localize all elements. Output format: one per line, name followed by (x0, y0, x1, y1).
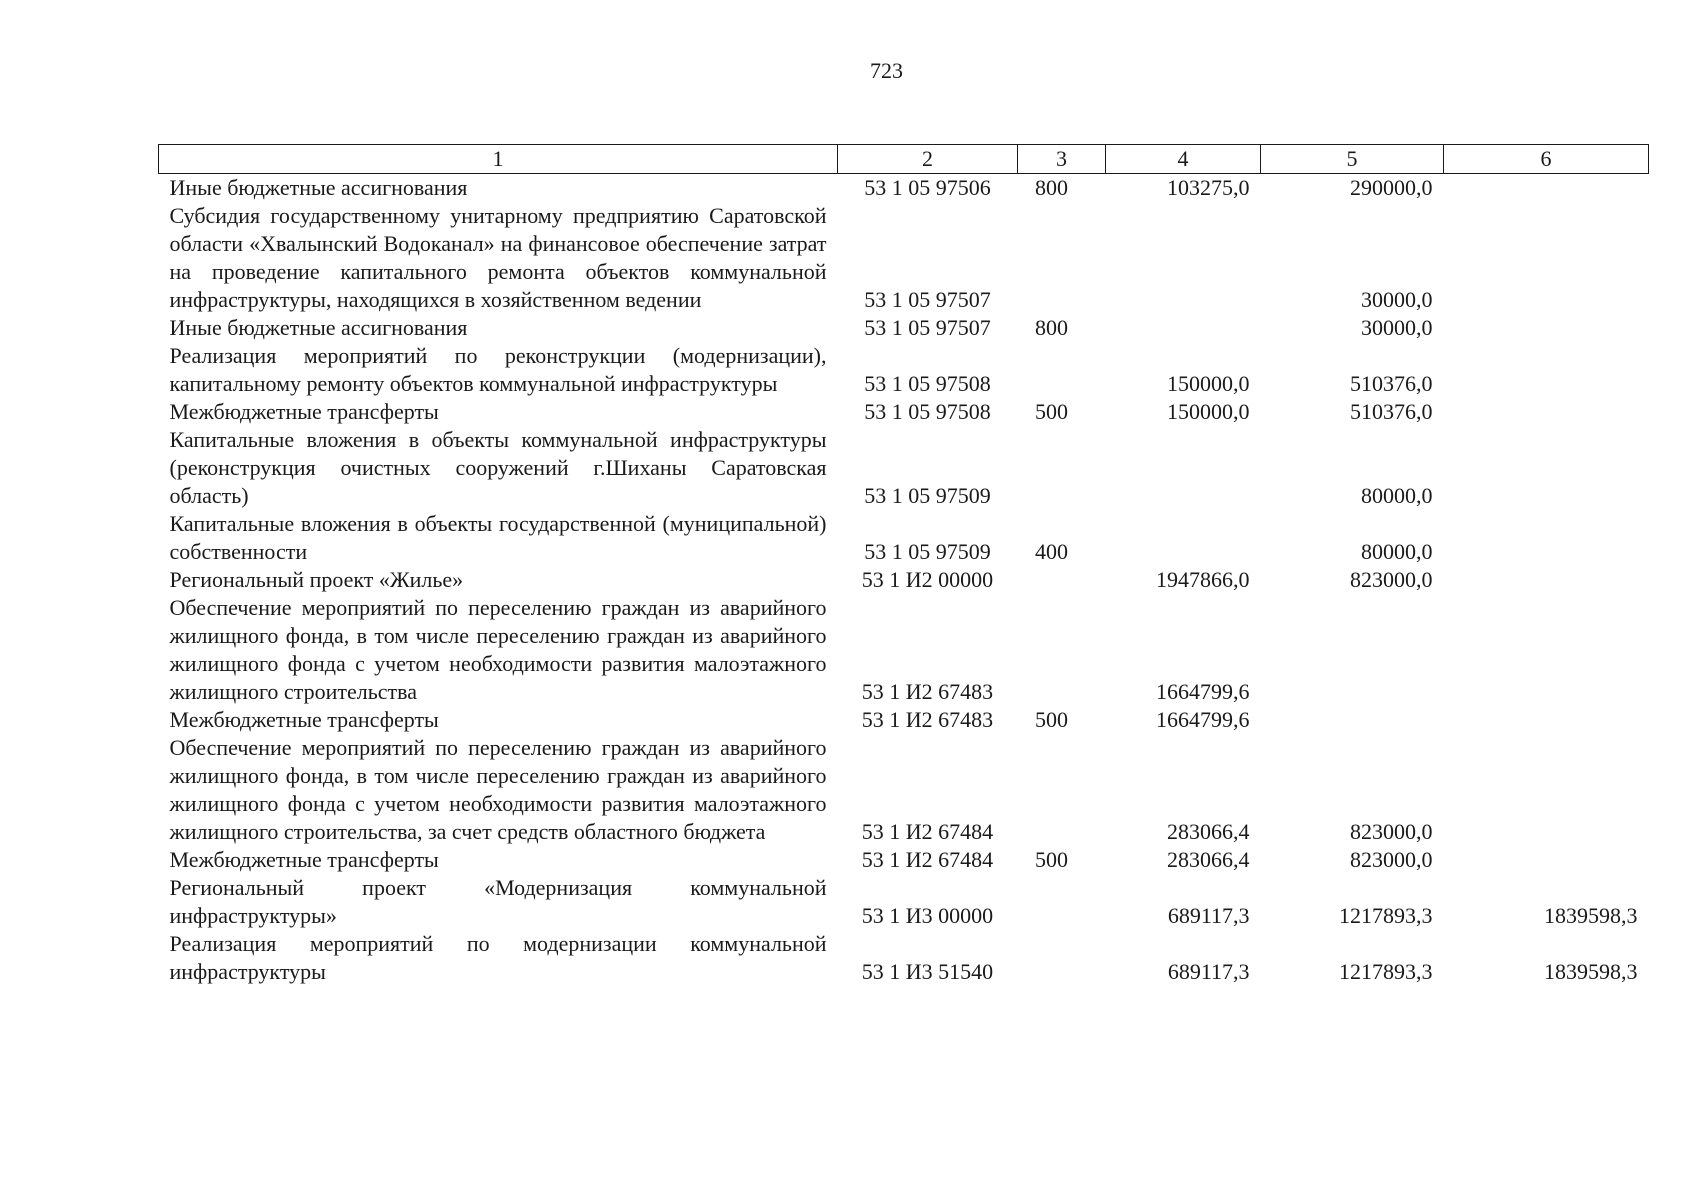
row-code-cell: 53 1 05 97509 (864, 483, 991, 508)
row-code-cell: 53 1 05 97507 (864, 287, 991, 312)
row-name-cell: Обеспечение мероприятий по переселению граждан из аварийного жилищного фонда, в том числе переселению граждан из аварийного жилищного фонда с учетом необходимости развития малоэтажного жилищного строительства (169, 595, 827, 704)
row-code-cell: 53 1 05 97508 (864, 399, 991, 424)
table-row (159, 510, 1649, 566)
row-value-col4-cell: 150000,0 (1167, 399, 1250, 424)
row-code-cell: 53 1 И2 00000 (861, 567, 994, 592)
row-value-col4-cell (1106, 314, 1261, 342)
row-value-col6-cell (1444, 202, 1649, 314)
row-value-col4-cell: 283066,4 (1167, 847, 1250, 872)
row-value-col5-cell: 823000,0 (1350, 847, 1433, 872)
row-code-cell: 53 1 И3 00000 (861, 903, 994, 928)
row-value-col6-cell (1444, 342, 1649, 398)
budget-table (158, 144, 1649, 986)
row-type-cell (1018, 342, 1106, 398)
row-value-col5-cell: 510376,0 (1350, 371, 1433, 396)
row-name-cell: Реализация мероприятий по реконструкции (модернизации), капитальному ремонту объектов коммунальной инфраструктуры (169, 343, 827, 396)
row-value-col4-cell: 283066,4 (1167, 819, 1250, 844)
table-row (159, 314, 1649, 342)
table-header (159, 145, 1649, 174)
row-type-cell: 500 (1035, 399, 1068, 424)
row-name-cell: Региональный проект «Жилье» (169, 567, 464, 592)
row-code-cell: 53 1 И3 51540 (861, 959, 994, 984)
row-value-col5-cell: 80000,0 (1361, 539, 1433, 564)
row-code-cell: 53 1 И2 67484 (861, 819, 994, 844)
table-row (159, 706, 1649, 734)
row-value-col6-cell (1444, 566, 1649, 594)
row-type-cell (1018, 930, 1106, 986)
row-name-cell: Иные бюджетные ассигнования (169, 175, 468, 200)
row-value-col5-cell: 30000,0 (1361, 315, 1433, 340)
table-row (159, 874, 1649, 930)
row-code-cell: 53 1 05 97508 (864, 371, 991, 396)
row-name-cell: Региональный проект «Модернизация коммунальной инфраструктуры» (169, 875, 827, 928)
row-value-col5-cell: 1217893,3 (1339, 959, 1433, 984)
row-name-cell: Межбюджетные трансферты (169, 399, 439, 424)
row-code-cell: 53 1 05 97507 (864, 315, 991, 340)
row-value-col5-cell: 1217893,3 (1339, 903, 1433, 928)
row-type-cell (1018, 734, 1106, 846)
row-value-col4-cell: 103275,0 (1167, 175, 1250, 200)
row-value-col5-cell (1261, 706, 1444, 734)
row-value-col4-cell: 1664799,6 (1156, 707, 1250, 732)
row-code-cell: 53 1 05 97509 (864, 539, 991, 564)
row-name-cell: Капитальные вложения в объекты коммунальной инфраструктуры (реконструкция очистных сооружений г.Шиханы Саратовская область) (169, 427, 827, 508)
column-header-6: 6 (1444, 145, 1649, 174)
row-type-cell: 500 (1035, 707, 1068, 732)
row-value-col4-cell: 1947866,0 (1156, 567, 1250, 592)
table-row (159, 174, 1649, 203)
row-name-cell: Субсидия государственному унитарному предприятию Саратовской области «Хвалынский Водоканал» на финансовое обеспечение затрат на проведение капитального ремонта объектов коммунальной инфраструктуры, находящихся в хозяйственном ведении (169, 203, 827, 312)
header-row (159, 145, 1649, 174)
column-header-4: 4 (1106, 145, 1261, 174)
row-type-cell: 800 (1035, 315, 1068, 340)
table-row (159, 202, 1649, 314)
row-code-cell: 53 1 И2 67484 (861, 847, 994, 872)
row-name-cell: Межбюджетные трансферты (169, 707, 439, 732)
row-value-col4-cell (1106, 510, 1261, 566)
row-value-col6-cell (1444, 510, 1649, 566)
row-value-col6-cell (1444, 734, 1649, 846)
row-value-col5-cell: 290000,0 (1350, 175, 1433, 200)
column-header-5: 5 (1261, 145, 1444, 174)
row-value-col6-cell (1444, 174, 1649, 203)
row-value-col4-cell (1106, 202, 1261, 314)
table-row (159, 594, 1649, 706)
row-type-cell (1018, 426, 1106, 510)
table-row (159, 930, 1649, 986)
row-type-cell (1018, 594, 1106, 706)
row-value-col5-cell: 823000,0 (1350, 819, 1433, 844)
row-value-col6-cell (1444, 426, 1649, 510)
row-value-col5-cell: 30000,0 (1361, 287, 1433, 312)
table-row (159, 398, 1649, 426)
row-code-cell: 53 1 И2 67483 (861, 679, 994, 704)
row-name-cell: Реализация мероприятий по модернизации коммунальной инфраструктуры (169, 931, 827, 984)
column-header-2: 2 (838, 145, 1018, 174)
row-value-col5-cell: 823000,0 (1350, 567, 1433, 592)
table-body (159, 174, 1649, 987)
row-value-col5-cell: 80000,0 (1361, 483, 1433, 508)
row-value-col6-cell: 1839598,3 (1544, 959, 1638, 984)
table-row (159, 846, 1649, 874)
row-value-col6-cell (1444, 706, 1649, 734)
row-name-cell: Иные бюджетные ассигнования (169, 315, 468, 340)
row-value-col5-cell (1261, 594, 1444, 706)
row-type-cell (1018, 566, 1106, 594)
table-row (159, 426, 1649, 510)
row-value-col4-cell: 689117,3 (1167, 959, 1250, 984)
row-value-col5-cell: 510376,0 (1350, 399, 1433, 424)
row-name-cell: Капитальные вложения в объекты государственной (муниципальной) собственности (169, 511, 827, 564)
table-row (159, 566, 1649, 594)
row-type-cell: 400 (1035, 539, 1068, 564)
row-type-cell (1018, 874, 1106, 930)
row-value-col6-cell (1444, 314, 1649, 342)
row-code-cell: 53 1 05 97506 (864, 175, 991, 200)
row-type-cell: 800 (1035, 175, 1068, 200)
row-name-cell: Обеспечение мероприятий по переселению граждан из аварийного жилищного фонда, в том числе переселению граждан из аварийного жилищного фонда с учетом необходимости развития малоэтажного жилищного строительства, за счет средств областного бюджета (169, 735, 827, 844)
row-type-cell: 500 (1035, 847, 1068, 872)
page-number: 723 (870, 58, 903, 83)
row-code-cell: 53 1 И2 67483 (861, 707, 994, 732)
column-header-1: 1 (159, 145, 838, 174)
row-value-col6-cell (1444, 846, 1649, 874)
row-value-col4-cell: 150000,0 (1167, 371, 1250, 396)
row-value-col6-cell: 1839598,3 (1544, 903, 1638, 928)
row-value-col4-cell: 689117,3 (1167, 903, 1250, 928)
row-value-col6-cell (1444, 594, 1649, 706)
table-row (159, 734, 1649, 846)
row-value-col4-cell: 1664799,6 (1156, 679, 1250, 704)
column-header-3: 3 (1018, 145, 1106, 174)
row-value-col4-cell (1106, 426, 1261, 510)
row-type-cell (1018, 202, 1106, 314)
row-value-col6-cell (1444, 398, 1649, 426)
table-row (159, 342, 1649, 398)
row-name-cell: Межбюджетные трансферты (169, 847, 439, 872)
